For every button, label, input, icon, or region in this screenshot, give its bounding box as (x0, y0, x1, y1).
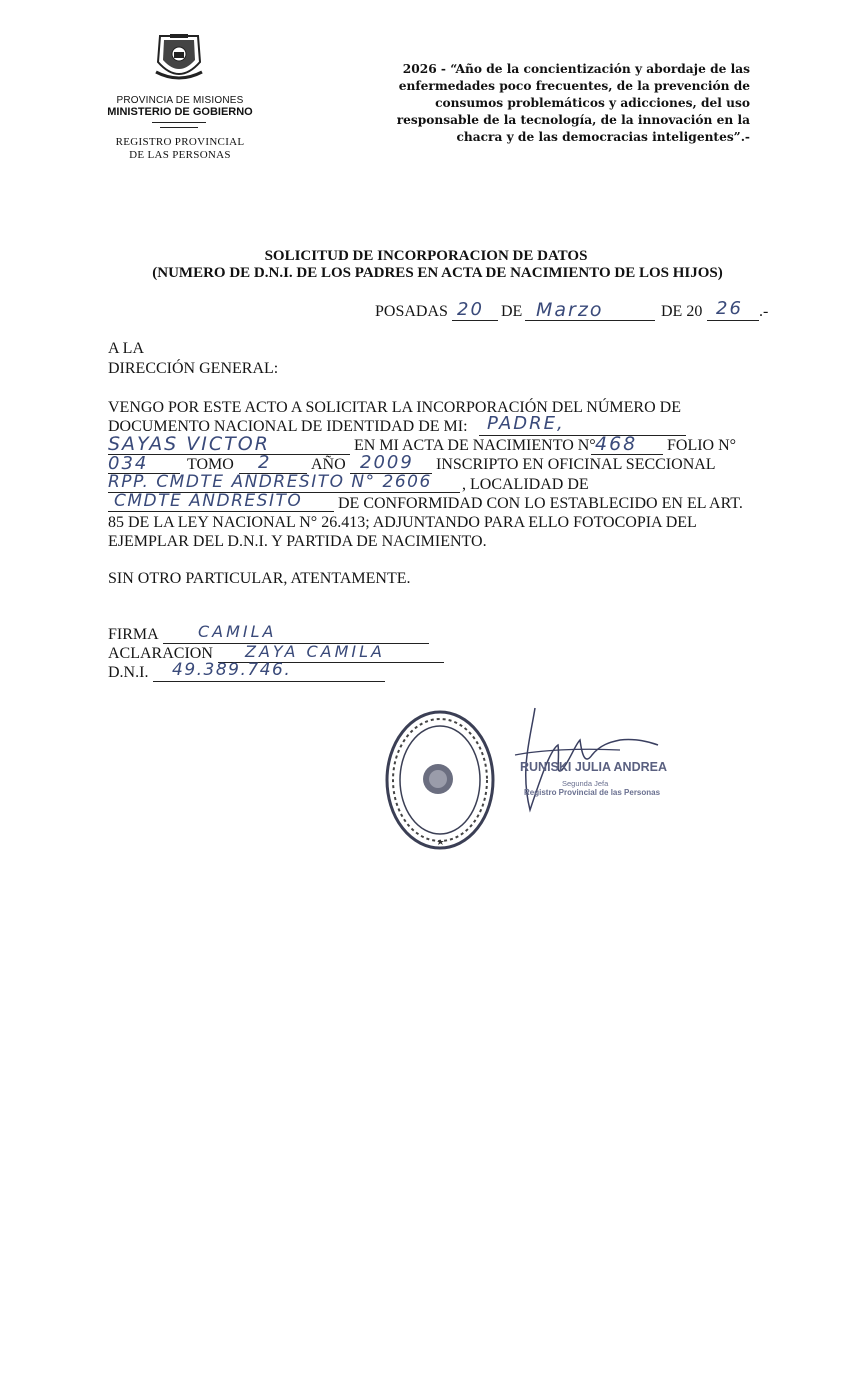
conformidad-text: DE CONFORMIDAD CON LO ESTABLECIDO EN EL ART. (338, 495, 743, 512)
year-motto (360, 61, 750, 146)
motto-line: responsable de la tecnología, de la innovación en la (396, 113, 750, 127)
dni-label: D.N.I. (108, 664, 149, 681)
acta-label: EN MI ACTA DE NACIMIENTO N° (354, 437, 596, 454)
dni-value: 49.389.746. (172, 660, 292, 680)
form-subtitle: (NUMERO DE D.N.I. DE LOS PADRES EN ACTA DE NACIMIENTO DE LOS HIJOS) (152, 265, 723, 281)
parent-type-line (479, 435, 686, 436)
official-role: Segunda Jefa (562, 779, 609, 788)
official-name: RUNISKI JULIA ANDREA (520, 760, 667, 774)
tomo-label: TOMO (187, 456, 234, 473)
localidad-value: CMDTE ANDRESITO (114, 491, 303, 511)
folio-number-value: 034 (108, 453, 149, 474)
acta-number-value: 468 (595, 433, 638, 455)
parent-type-value: PADRE, (487, 413, 565, 434)
localidad-label: , LOCALIDAD DE (462, 476, 589, 493)
tomo-number-value: 2 (258, 452, 272, 473)
date-year-value: 26 (716, 298, 743, 319)
official-organization: Registro Provincial de las Personas (524, 788, 661, 797)
recipient-line1: A LA (108, 340, 144, 357)
motto-line: 2026 - “Año de la concientización y abordaje de las (402, 62, 750, 76)
date-day-value: 20 (457, 299, 484, 320)
body-law-line: 85 DE LA LEY NACIONAL N° 26.413; ADJUNTANDO PARA ELLO FOTOCOPIA DEL (108, 514, 697, 531)
coat-of-arms-icon (150, 32, 208, 86)
date-year-label: DE 20 (661, 303, 703, 320)
body-line2: DOCUMENTO NACIONAL DE IDENTIDAD DE MI: (108, 418, 468, 435)
date-place-label: POSADAS (375, 303, 448, 320)
anio-value: 2009 (360, 452, 414, 473)
parent-name-value: SAYAS VICTOR (108, 433, 270, 455)
aclaracion-value: ZAYA CAMILA (245, 642, 385, 661)
firma-label: FIRMA (108, 626, 159, 643)
official-seal-icon (383, 707, 498, 853)
firma-value: CAMILA (198, 622, 277, 641)
body-last-line: EJEMPLAR DEL D.N.I. Y PARTIDA DE NACIMIENTO. (108, 533, 487, 550)
motto-line: consumos problemáticos y adicciones, del uso (435, 96, 750, 110)
motto-line: enfermedades poco frecuentes, de la prevención de (398, 79, 750, 93)
date-suffix: .- (759, 303, 769, 320)
folio-label: FOLIO N° (667, 437, 737, 454)
inscripto-label: INSCRIPTO EN OFICINAL SECCIONAL (436, 456, 716, 473)
form-title: SOLICITUD DE INCORPORACION DE DATOS (264, 248, 588, 264)
seccional-value: RPP. CMDTE ANDRESITO N° 2606 (108, 472, 432, 492)
header-divider (152, 122, 206, 123)
dni-line (153, 681, 385, 682)
date-de-label: DE (501, 303, 523, 320)
recipient-line2: DIRECCIÓN GENERAL: (108, 360, 279, 377)
date-month-value: Marzo (536, 299, 604, 321)
aclaracion-label: ACLARACION (108, 645, 213, 662)
registry-label-line2: DE LAS PERSONAS (129, 149, 231, 161)
anio-label: AÑO (311, 456, 346, 473)
localidad-line (108, 511, 334, 512)
closing-text: SIN OTRO PARTICULAR, ATENTAMENTE. (108, 570, 411, 587)
header-divider-short (160, 127, 198, 128)
motto-line: chacra y de las democracias inteligentes”.- (456, 130, 750, 144)
body-line1: VENGO POR ESTE ACTO A SOLICITAR LA INCORPORACIÓN DEL NÚMERO DE (108, 399, 681, 416)
date-day-line (452, 320, 498, 321)
registry-label-line1: REGISTRO PROVINCIAL (115, 136, 245, 148)
province-label: PROVINCIA DE MISIONES (116, 95, 244, 106)
date-year-line (707, 320, 759, 321)
ministry-label: MINISTERIO DE GOBIERNO (107, 106, 253, 118)
